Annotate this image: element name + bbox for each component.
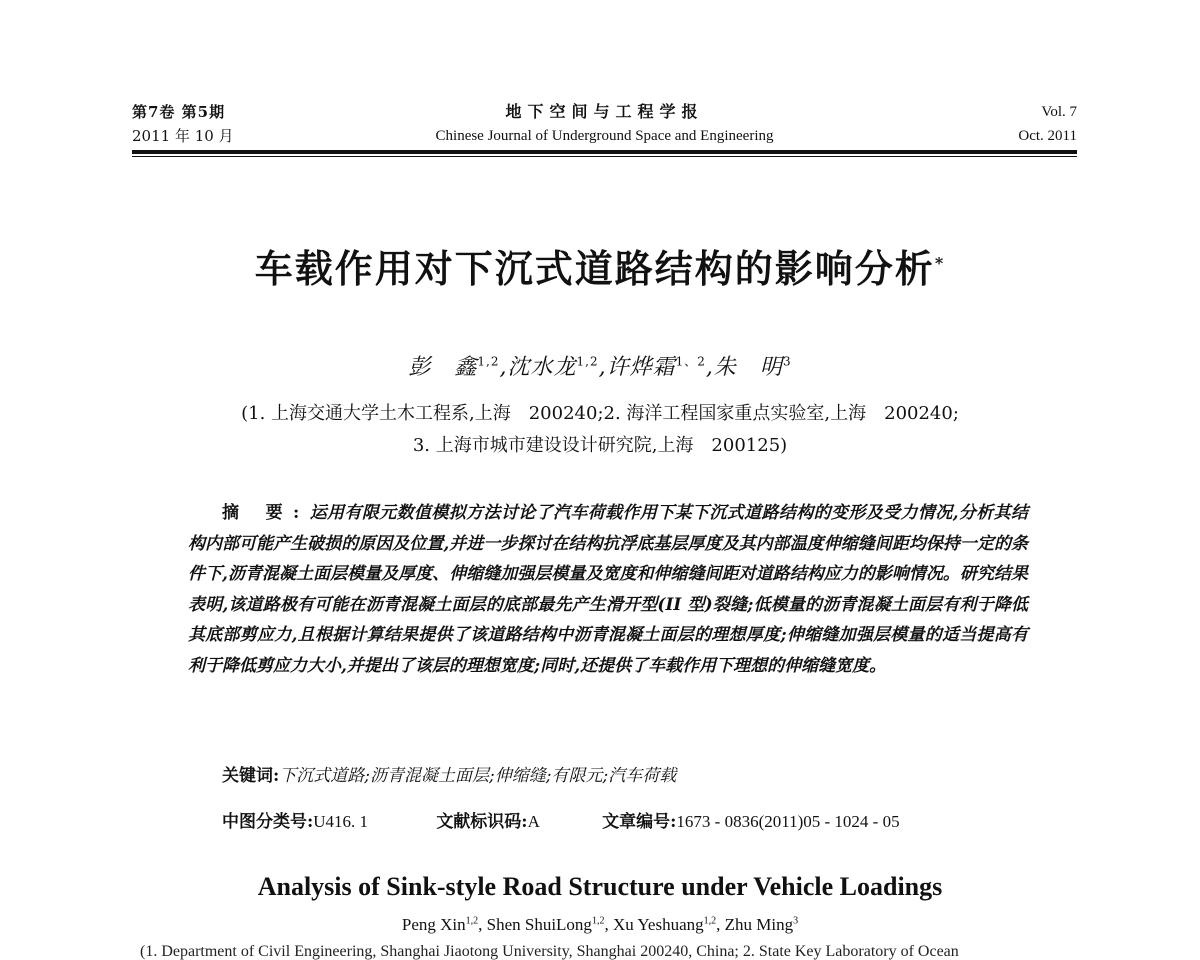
author-en-affiliation-mark: 1,2 [703, 915, 717, 927]
keywords [222, 762, 1042, 790]
author-en-separator: , [478, 915, 487, 934]
author-cn-name: 许烨霜 [606, 355, 676, 380]
doc-code-label: 文献标识码: [436, 812, 528, 832]
authors-cn [0, 350, 1200, 381]
author-en-name: Xu Yeshuang [612, 915, 704, 934]
classification-line [222, 808, 1042, 836]
document-code [436, 808, 540, 836]
author-cn-name: 彭 鑫 [408, 355, 478, 380]
affiliation-en-partial: (1. Department of Civil Engineering, Shanghai Jiaotong University, Shanghai 200240, China; 2. State Key Laboratory of Ocean [140, 943, 959, 960]
date-cn: 2011 年 10 月 [132, 127, 234, 145]
author-cn-affiliation-mark: 1,2 [477, 354, 500, 369]
authors-en [0, 915, 1200, 935]
clc-value: U416. 1 [313, 812, 369, 831]
article-title-cn [0, 238, 1200, 293]
abstract-text: 运用有限元数值模拟方法讨论了汽车荷载作用下某下沉式道路结构的变形及受力情况,分析其结构内部可能产生破损的原因及位置,并进一步探讨在结构抗浮底基层厚度及其内部温度伸缩缝间距均保持一定的条件下,沥青混凝土面层模量及厚度、伸缩缝加强层模量及宽度和伸缩缝间距对道路结构应力的影响情况。研究结果表明,该道路极有可能在沥青混凝土面层的底部最先产生滑开型(II 型)裂缝;低模量的沥青混凝土面层有利于降低其底部剪应力,且根据计算结果提供了该道路结构中沥青混凝土面层的理想厚度;伸缩缝加强层模量的适当提高有利于降低剪应力大小,并提出了该层的理想宽度;同时,还提供了车载作用下理想的伸缩缝宽度。 [188, 503, 1028, 676]
keywords-label: 关键词: [222, 766, 280, 786]
date-en: Oct. 2011 [1018, 128, 1077, 144]
author-cn-name: 沈水龙 [507, 355, 577, 380]
header-center [132, 100, 1077, 148]
volume-issue-cn: 第7卷 第5期 [132, 103, 226, 121]
affiliation-line-2: 3. 上海市城市建设设计研究院,上海 200125) [412, 435, 788, 456]
author-en-name: Zhu Ming [724, 915, 794, 934]
clc-label: 中图分类号: [222, 812, 314, 832]
author-en-affiliation-mark: 1,2 [465, 915, 479, 927]
author-en-affiliation-mark: 3 [793, 915, 799, 927]
keywords-text: 下沉式道路;沥青混凝土面层;伸缩缝;有限元;汽车荷载 [279, 766, 677, 786]
header-rule-thick [132, 150, 1077, 154]
author-cn-separator: , [705, 355, 714, 380]
journal-name-cn: 地下空间与工程学报 [505, 102, 704, 121]
title-footnote-mark: * [934, 253, 946, 273]
running-header [132, 100, 1077, 156]
clc-number [222, 808, 368, 836]
author-en-affiliation-mark: 1,2 [591, 915, 605, 927]
abstract-label: 摘 要: [222, 503, 310, 523]
author-cn-separator: , [499, 355, 508, 380]
article-title-en: Analysis of Sink-style Road Structure under Vehicle Loadings [257, 872, 943, 901]
article-number-label: 文章编号: [602, 812, 677, 832]
article-number-value: 1673 - 0836(2011)05 - 1024 - 05 [676, 812, 900, 831]
author-cn-affiliation-mark: 1,2 [576, 354, 599, 369]
journal-name-en: Chinese Journal of Underground Space and Engineering [435, 128, 774, 144]
author-cn-affiliation-mark: 3 [782, 354, 792, 369]
author-en-name: Peng Xin [401, 915, 466, 934]
doc-code-value: A [527, 812, 540, 831]
author-cn-separator: , [598, 355, 607, 380]
author-en-name: Shen ShuiLong [486, 915, 592, 934]
article-number [602, 808, 899, 836]
volume-en: Vol. 7 [1041, 104, 1077, 120]
author-cn-name: 朱 明 [713, 355, 783, 380]
abstract [188, 498, 1028, 681]
author-en-separator: , [604, 915, 613, 934]
author-cn-affiliation-mark: 1、2 [675, 354, 706, 369]
affiliations-cn [0, 398, 1200, 462]
header-rule-thin [132, 156, 1077, 157]
header-right [1018, 100, 1077, 148]
author-en-separator: , [716, 915, 725, 934]
title-text: 车载作用对下沉式道路结构的影响分析 [254, 246, 935, 291]
affiliation-line-1: (1. 上海交通大学土木工程系,上海 200240;2. 海洋工程国家重点实验室,上海 200240; [241, 403, 959, 424]
